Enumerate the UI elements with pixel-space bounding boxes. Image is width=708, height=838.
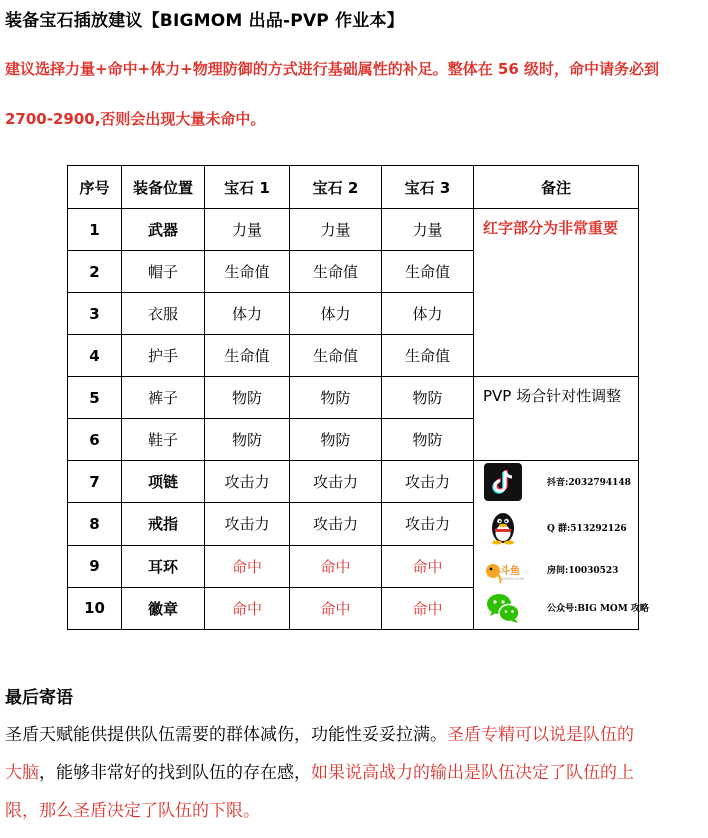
row-gem1: 命中	[205, 545, 290, 587]
row-gem3: 物防	[382, 377, 474, 419]
row-no: 3	[68, 293, 122, 335]
douyu-icon	[484, 551, 525, 589]
row-gem3: 体力	[382, 293, 474, 335]
social-cell	[474, 461, 649, 630]
intro-paragraph	[5, 44, 705, 144]
qq-penguin-icon	[484, 509, 522, 547]
douyin-id: 抖音:2032794148	[547, 478, 631, 488]
row-gem3: 命中	[382, 545, 474, 587]
svg-text:DOUYU.COM: DOUYU.COM	[502, 577, 525, 581]
header-no: 序号	[68, 166, 122, 209]
row-gem2: 物防	[290, 377, 382, 419]
row-slot: 帽子	[122, 251, 205, 293]
closing-line-2	[5, 754, 705, 792]
row-gem3: 物防	[382, 419, 474, 461]
row-slot: 裤子	[122, 377, 205, 419]
header-gem2: 宝石 2	[290, 166, 382, 209]
note-important-cell	[474, 209, 639, 377]
row-gem1: 物防	[205, 377, 290, 419]
row-gem2: 生命值	[290, 335, 382, 377]
row-slot: 戒指	[122, 503, 205, 545]
row-gem3: 命中	[382, 587, 474, 629]
row-gem3: 力量	[382, 209, 474, 251]
row-gem1: 命中	[205, 587, 290, 629]
row-slot: 鞋子	[122, 419, 205, 461]
closing-text-red: 限，那么圣盾决定了队伍的下限。	[5, 801, 260, 821]
document-title: 装备宝石插放建议【BIGMOM 出品-PVP 作业本】	[5, 11, 404, 31]
row-gem3: 攻击力	[382, 503, 474, 545]
social-row-douyin	[474, 463, 638, 503]
row-slot: 徽章	[122, 587, 205, 629]
header-gem3: 宝石 3	[382, 166, 474, 209]
row-slot: 项链	[122, 461, 205, 503]
row-gem3: 生命值	[382, 251, 474, 293]
row-gem1: 攻击力	[205, 503, 290, 545]
row-no: 1	[68, 209, 122, 251]
wechat-account: 公众号:BIG MOM 攻略	[547, 604, 649, 614]
row-no: 4	[68, 335, 122, 377]
row-gem3: 生命值	[382, 335, 474, 377]
row-slot: 耳环	[122, 545, 205, 587]
row-gem1: 力量	[205, 209, 290, 251]
douyin-icon	[484, 463, 522, 501]
closing-text-black: ，能够非常好的找到队伍的存在感，	[39, 763, 311, 783]
social-row-wechat	[474, 589, 649, 629]
closing-title: 最后寄语	[5, 688, 73, 708]
row-slot: 护手	[122, 335, 205, 377]
row-gem1: 生命值	[205, 251, 290, 293]
closing-line-3	[5, 792, 705, 830]
row-no: 5	[68, 377, 122, 419]
row-gem3: 攻击力	[382, 461, 474, 503]
row-gem2: 命中	[290, 587, 382, 629]
row-no: 7	[68, 461, 122, 503]
closing-text-red: 大脑	[5, 763, 39, 783]
row-gem1: 体力	[205, 293, 290, 335]
row-slot: 衣服	[122, 293, 205, 335]
row-gem2: 命中	[290, 545, 382, 587]
douyu-logo-text: 斗鱼	[500, 566, 520, 577]
header-note: 备注	[474, 166, 639, 209]
row-gem2: 生命值	[290, 251, 382, 293]
row-slot: 武器	[122, 209, 205, 251]
row-gem1: 攻击力	[205, 461, 290, 503]
closing-paragraph	[5, 716, 705, 830]
row-no: 8	[68, 503, 122, 545]
row-gem1: 物防	[205, 419, 290, 461]
table-header-row	[68, 166, 639, 209]
row-gem2: 攻击力	[290, 503, 382, 545]
table-row	[68, 209, 639, 251]
row-no: 10	[68, 587, 122, 629]
closing-text-red: 圣盾专精可以说是队伍的	[447, 725, 634, 745]
note-important: 红字部分为非常重要	[483, 219, 619, 237]
row-gem2: 物防	[290, 419, 382, 461]
header-gem1: 宝石 1	[205, 166, 290, 209]
intro-line-1: 建议选择力量+命中+体力+物理防御的方式进行基础属性的补足。整体在 56 级时，命中请务必到	[5, 60, 660, 78]
social-panel	[474, 461, 649, 629]
row-no: 2	[68, 251, 122, 293]
social-row-douyu	[474, 551, 638, 591]
intro-line-2: 2700-2900,否则会出现大量未命中。	[5, 110, 266, 128]
wechat-icon	[484, 589, 522, 627]
note-pvp-cell	[474, 377, 639, 461]
row-gem1: 生命值	[205, 335, 290, 377]
row-gem2: 体力	[290, 293, 382, 335]
table-row	[68, 377, 639, 419]
row-gem2: 攻击力	[290, 461, 382, 503]
gem-table	[67, 165, 649, 630]
closing-line-1	[5, 716, 705, 754]
row-no: 6	[68, 419, 122, 461]
closing-text-black: 圣盾天赋能供提供队伍需要的群体减伤，功能性妥妥拉满。	[5, 725, 447, 745]
douyu-room-id: 房间:10030523	[547, 566, 619, 576]
header-slot: 装备位置	[122, 166, 205, 209]
note-pvp: PVP 场合针对性调整	[483, 387, 622, 405]
row-no: 9	[68, 545, 122, 587]
closing-text-red: 如果说高战力的输出是队伍决定了队伍的上	[311, 763, 634, 783]
table-row	[68, 461, 639, 503]
qq-group-id: Q 群:513292126	[547, 524, 627, 534]
social-row-qq	[474, 509, 638, 549]
row-gem2: 力量	[290, 209, 382, 251]
